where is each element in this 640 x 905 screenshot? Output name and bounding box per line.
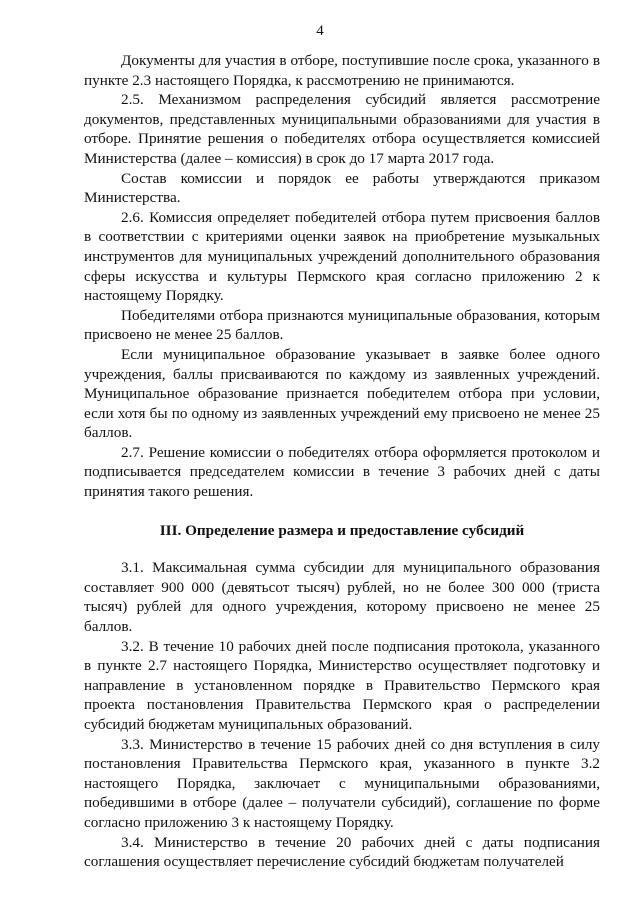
paragraph-2-7: 2.7. Решение комиссии о победителях отбора оформляется протоколом и подписывается председателем комиссии в течение 3 рабочих дней с даты принятия такого решения.: [84, 443, 600, 501]
paragraph-3-1: 3.1. Максимальная сумма субсидии для муниципального образования составляет 900 000 (девятьсот тысяч) рублей, но не более 300 000 (триста тысяч) рублей для одного учреждения, которому присвоено не менее 25 баллов.: [84, 559, 600, 636]
paragraph-late-documents: Документы для участия в отборе, поступившие после срока, указанного в пункте 2.3 настоящего Порядка, к рассмотрению не принимаются.: [84, 52, 600, 89]
section-3-heading: III. Определение размера и предоставление субсидий: [159, 521, 525, 539]
document-body: [84, 51, 600, 872]
paragraph-2-5: 2.5. Механизмом распределения субсидий является рассмотрение документов, представленных муниципальными образованиями для участия в отборе. Принятие решения о победителях отбора осуществляется комиссией Министерства (далее – комиссия) в срок до 17 марта 2017 года.: [84, 91, 600, 167]
paragraph-3-3: 3.3. Министерство в течение 15 рабочих дней со дня вступления в силу постановления Правительства Пермского края, указанного в пункте 3.2 настоящего Порядка, заключает с муниципальными образованиями, победившими в отборе (далее – получатели субсидий), соглашение по форме согласно приложению 3 к настоящему Порядку.: [84, 735, 600, 831]
paragraph-2-6: 2.6. Комиссия определяет победителей отбора путем присвоения баллов в соответствии с критериями оценки заявок на приобретение музыкальных инструментов для муниципальных учреждений дополнительного образования сферы искусства и культуры Пермского края согласно приложению 2 к настоящему Порядку.: [84, 208, 600, 305]
paragraph-commission-composition: Состав комиссии и порядок ее работы утверждаются приказом Министерства.: [84, 169, 600, 207]
paragraph-multiple-institutions: Если муниципальное образование указывает в заявке более одного учреждения, баллы присваиваются по каждому из заявленных учреждений. Муниципальное образование признается победителем отбора при условии, если хотя бы по одному из заявленных учреждений ему присвоено не менее 25 баллов.: [84, 345, 600, 442]
paragraph-winners: Победителями отбора признаются муниципальные образования, которым присвоено не менее 25 баллов.: [84, 306, 600, 344]
paragraph-3-2: 3.2. В течение 10 рабочих дней после подписания протокола, указанного в пункте 2.7 настоящего Порядка, Министерство осуществляет подготовку и направление в установленном порядке в Правительство Пермского края проекта постановления Правительства Пермского края о распределении субсидий бюджетам муниципальных образований.: [84, 637, 600, 733]
paragraph-3-4: 3.4. Министерство в течение 20 рабочих дней с даты подписания соглашения осуществляет перечисление субсидий бюджетам получателей: [84, 833, 600, 871]
page-number: 4: [316, 23, 324, 39]
